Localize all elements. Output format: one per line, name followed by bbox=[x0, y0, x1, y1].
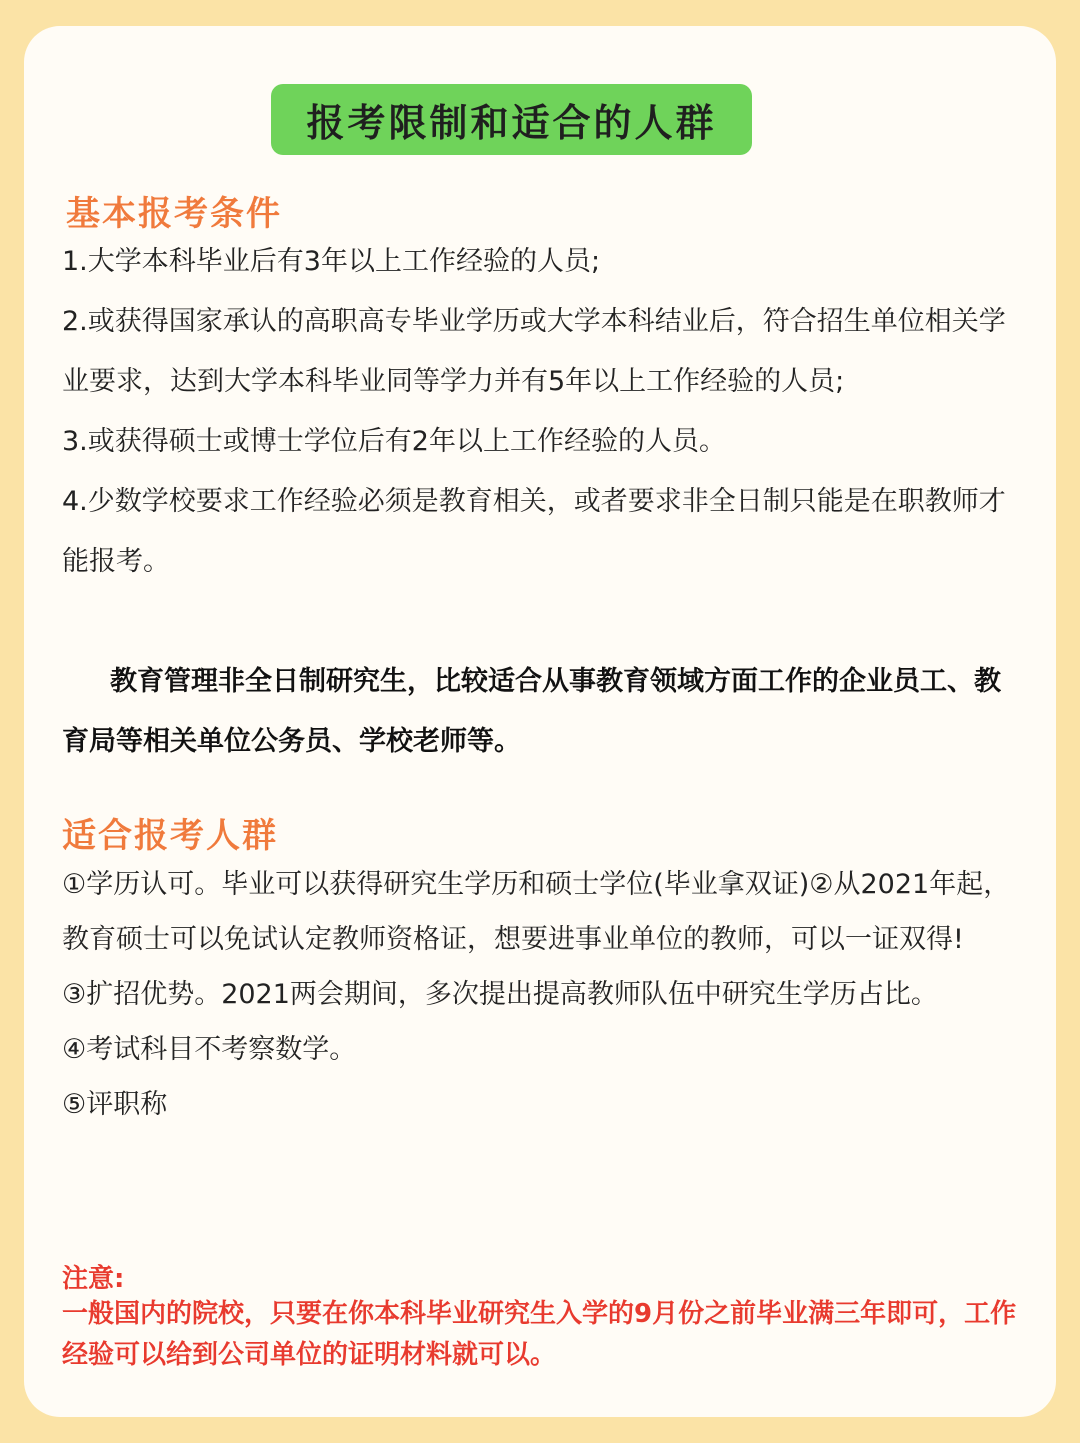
section-heading-suitable-people: 适合报考人群 bbox=[62, 816, 278, 856]
title-banner bbox=[271, 84, 752, 155]
highlight-text: 教育管理非全日制研究生，比较适合从事教育领域方面工作的企业员工、教育局等相关单位公务员、学校老师等。 bbox=[62, 666, 1001, 757]
advantage-item-1-2: ①学历认可。毕业可以获得研究生学历和硕士学位(毕业拿双证)②从2021年起，教育硕士可以免试认定教师资格证，想要进事业单位的教师，可以一证双得! bbox=[62, 869, 1011, 955]
condition-item-1: 1.大学本科毕业后有3年以上工作经验的人员; bbox=[62, 246, 601, 277]
page-title: 报考限制和适合的人群 bbox=[306, 101, 717, 145]
highlight-paragraph bbox=[62, 652, 1024, 772]
section-heading-basic-conditions: 基本报考条件 bbox=[66, 194, 282, 234]
condition-item-3: 3.或获得硕士或博士学位后有2年以上工作经验的人员。 bbox=[62, 426, 726, 457]
condition-item-2: 2.或获得国家承认的高职高专毕业学历或大学本科结业后，符合招生单位相关学业要求，达到大学本科毕业同等学力并有5年以上工作经验的人员; bbox=[62, 306, 1006, 397]
condition-item-4: 4.少数学校要求工作经验必须是教育相关，或者要求非全日制只能是在职教师才能报考。 bbox=[62, 486, 1006, 577]
advantage-item-3: ③扩招优势。2021两会期间，多次提出提高教师队伍中研究生学历占比。 bbox=[62, 979, 938, 1010]
advantage-item-5: ⑤评职称 bbox=[62, 1089, 168, 1120]
suitable-people-list bbox=[62, 857, 1024, 1132]
note-text: 一般国内的院校，只要在你本科毕业研究生入学的9月份之前毕业满三年即可，工作经验可以给到公司单位的证明材料就可以。 bbox=[62, 1299, 1017, 1370]
advantage-item-4: ④考试科目不考察数学。 bbox=[62, 1034, 357, 1065]
note-title: 注意: bbox=[62, 1264, 125, 1294]
basic-conditions-list bbox=[62, 232, 1024, 592]
